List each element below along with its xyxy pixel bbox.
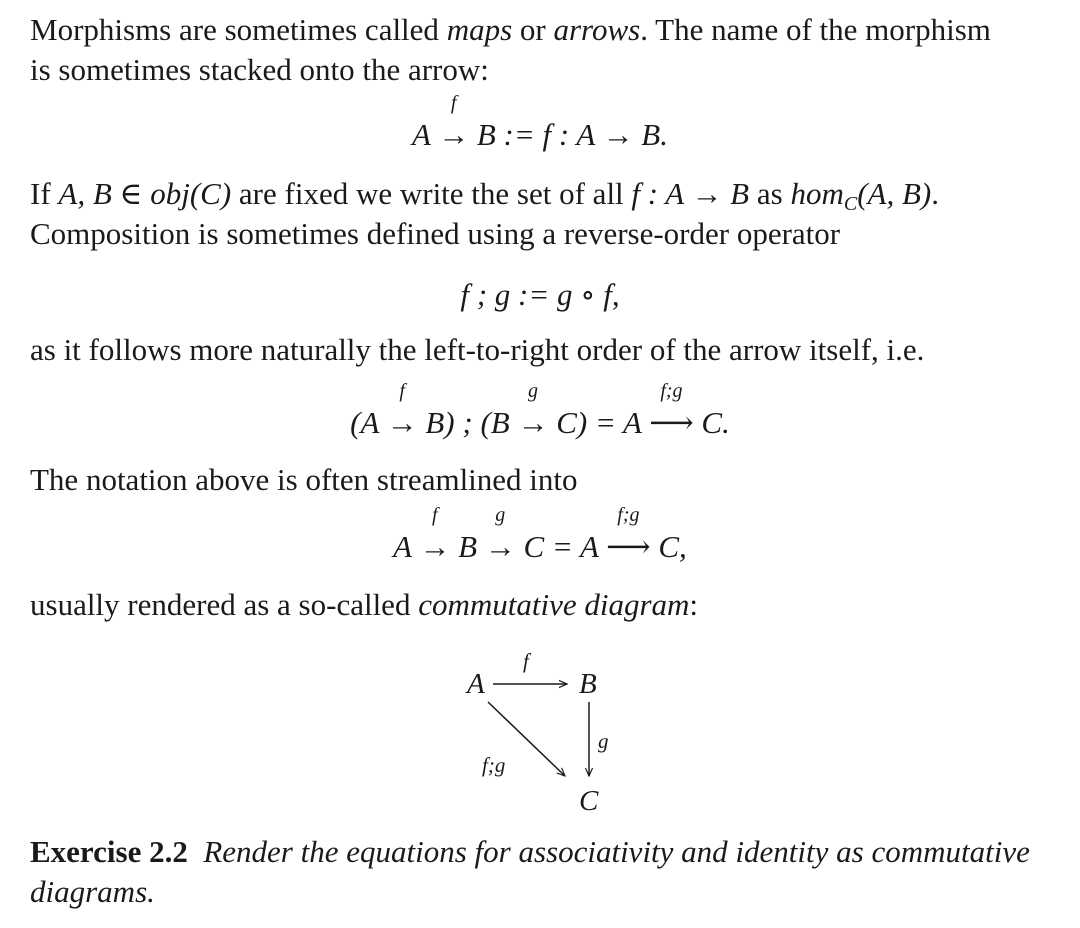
paragraph-morphisms-line2: is sometimes stacked onto the arrow: bbox=[30, 52, 489, 87]
exercise-title: Exercise 2.2 bbox=[30, 834, 188, 869]
exercise-line2: diagrams. bbox=[30, 874, 155, 909]
label-f: f bbox=[523, 649, 529, 673]
paragraph-left-to-right: as it follows more naturally the left-to-right order of the arrow itself, i.e. bbox=[30, 332, 925, 367]
stacked-arrow-fg: f;g ⟶ bbox=[649, 380, 694, 440]
paragraph-streamlined: The notation above is often streamlined into bbox=[30, 462, 578, 497]
equation-reverse-composition: f ; g := g ∘ f, bbox=[460, 277, 620, 312]
stacked-arrow-f: f → bbox=[386, 380, 418, 440]
term-commutative-diagram: commutative diagram bbox=[418, 587, 690, 622]
stacked-arrow-fg: f;g ⟶ bbox=[606, 504, 651, 564]
node-c: C bbox=[579, 785, 599, 817]
term-maps: maps bbox=[446, 12, 513, 47]
stacked-arrow-g: g → bbox=[484, 504, 516, 564]
paragraph-hom-line2: Composition is sometimes defined using a reverse-order operator bbox=[30, 216, 841, 251]
hom-set: hom bbox=[790, 176, 844, 211]
label-g: g bbox=[598, 729, 609, 753]
stacked-arrow-f: f → bbox=[438, 92, 470, 152]
stacked-arrow-g: g → bbox=[517, 380, 549, 440]
term-arrows: arrows bbox=[553, 12, 641, 47]
node-a: A bbox=[467, 668, 485, 700]
label-fg: f;g bbox=[482, 753, 506, 777]
equation-composition-arrows: (A f → B) ; (B g → C) = A f;g ⟶ C. bbox=[30, 403, 1050, 443]
paragraph-hom-line1: If A, B ∈ obj(C) are fixed we write the set of all f : A → B as hom$_C$(A, B). bbox=[30, 176, 939, 215]
node-b: B bbox=[579, 668, 597, 700]
stacked-arrow-f: f → bbox=[419, 504, 451, 564]
equation-stacked-arrow: A f → B := f : A → B. bbox=[30, 115, 1050, 155]
paragraph-morphisms-line1: Morphisms are sometimes called maps or arrows. The name of the morphism bbox=[30, 12, 991, 47]
paragraph-commutative: usually rendered as a so-called commutative diagram: bbox=[30, 587, 699, 622]
equation-streamlined: A f → B g → C = A f;g ⟶ C, bbox=[30, 527, 1050, 567]
exercise-line1: Exercise 2.2 Render the equations for associativity and identity as commutative bbox=[30, 834, 1030, 869]
commutative-diagram bbox=[30, 0, 1050, 928]
